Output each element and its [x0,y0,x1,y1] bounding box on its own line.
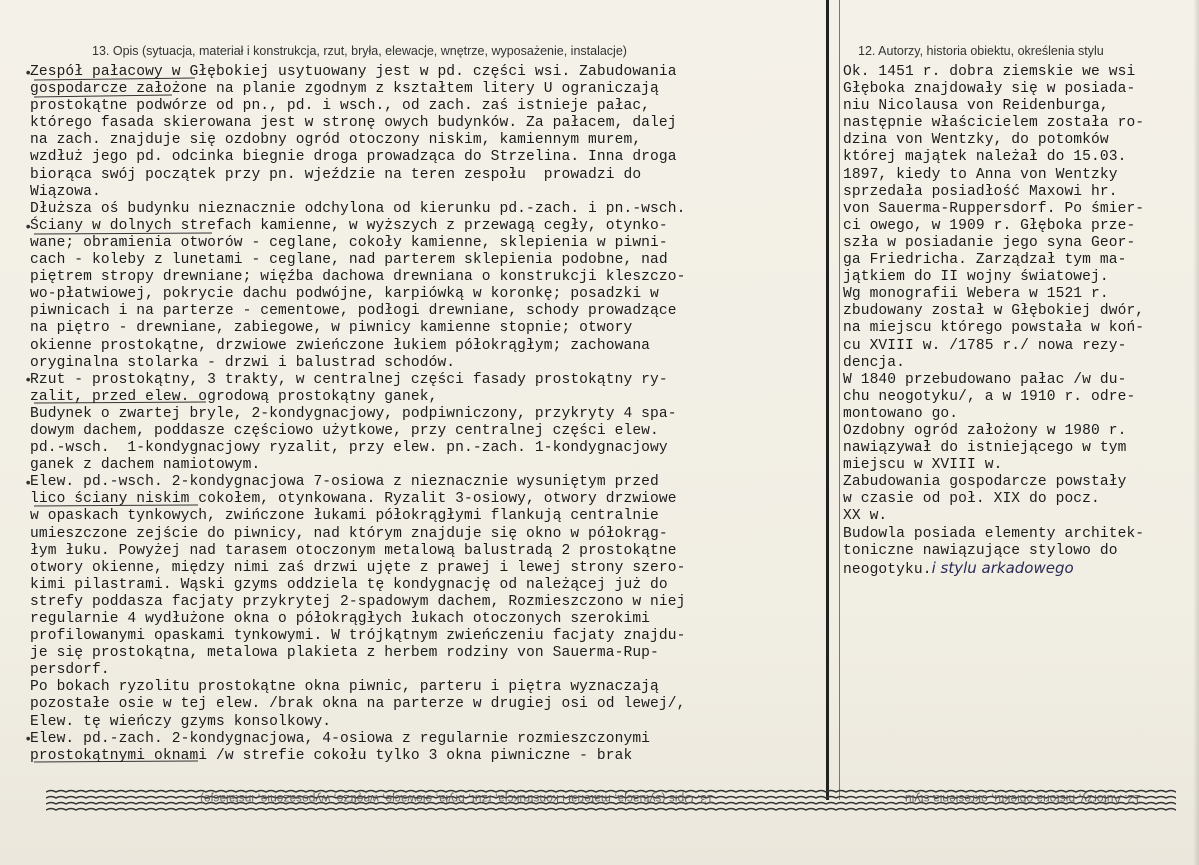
text-line: zalit, przed elew. ogrodową prostokątny ganek, [30,388,438,405]
text-line: którego fasada skierowana jest w stronę owych budynków. Za pałacem, dalej [30,115,677,132]
bullet-mark: • [24,476,33,492]
text-line: na piętro - drewniane, zabiegowe, w piwnicy kamienne stopnie; otwory [30,320,633,337]
card-edge [1193,0,1199,865]
text-line: Budowla posiada elementy architek- [843,525,1145,542]
text-line: piętrem stropy drewniane; więźba dachowa drewniana o konstrukcji kleszczo- [30,269,686,286]
text-line: pd.-wsch. 1-kondygnacjowy ryzalit, przy elew. pn.-zach. 1-kondygnacjowy [30,440,668,457]
text-line: okienne prostokątne, drzwiowe zwieńczone łukiem półokrągłym; zachowana [30,337,651,354]
text-line: Ozdobny ogród założony w 1980 r. [843,422,1127,439]
text-line: persdorf. [30,662,110,679]
mirrored-description-heading: 13. Opis (sytuacja, materiał i konstrukcja, rzut, bryła, elewacje, wnętrze, wyposażenie, instalacje) [200,792,714,806]
text-line: lico ściany niskim cokołem, otynkowana. Ryzalit 3-osiowy, otwory drzwiowe [30,491,677,508]
text-line: XX w. [843,508,888,525]
text-line: Elew. pd.-zach. 2-kondygnacjowa, 4-osiowa z regularnie rozmieszczonymi [30,730,651,747]
description-text [30,64,685,765]
mirrored-history-heading: 12. Autorzy, historia obiektu, określenia stylu [905,792,1141,806]
text-line: Dłuższa oś budynku nieznacznie odchylona od kierunku pd.-zach. i pn.-wsch. [30,200,686,217]
text-line: Ok. 1451 r. dobra ziemskie we wsi [843,64,1136,80]
text-line: jątkiem do II wojny światowej. [843,269,1109,286]
text-line: prostokątnymi oknami /w strefie cokołu tylko 3 okna piwniczne - brak [30,747,633,764]
history-heading: 12. Autorzy, historia obiektu, określenia stylu [858,44,1104,58]
text-line: dowym dachem, poddasze częściowo użytkowe, przy centralnej części elew. [30,422,659,439]
text-line: ga Friedricha. Zarządzał tym ma- [843,252,1127,269]
text-line: je się prostokątna, metalowa plakieta z herbem rodziny von Sauerma-Rup- [30,645,659,662]
text-line: na miejscu którego powstała w koń- [843,320,1145,337]
history-text [843,64,1144,577]
text-line: biorąca swój początek przy pn. wjeździe na teren zespołu prowadzi do [30,166,642,183]
text-line: szła w posiadanie jego syna Geor- [843,234,1136,251]
text-line: Po bokach ryzolitu prostokątne okna piwnic, parteru i piętra wyznaczają [30,679,659,696]
bullet-mark: • [24,66,33,82]
text-line: cach - koleby z lunetami - ceglane, nad parterem sklepienia podobne, nad [30,252,668,269]
text-line: von Sauerma-Ruppersdorf. Po śmier- [843,200,1145,217]
text-line: Wiązowa. [30,183,101,200]
text-line: prostokątne podwórze od pn., pd. i wsch., od zach. zaś istnieje pałac, [30,98,651,115]
text-line: łym łuku. Powyżej nad tarasem otoczonym metalową balustradą 2 prostokątne [30,542,677,559]
description-heading: 13. Opis (sytuacja, materiał i konstrukcja, rzut, bryła, elewacje, wnętrze, wyposażenie, instalacje) [92,44,627,58]
text-line: cu XVIII w. /1785 r./ nowa rezy- [843,337,1127,354]
text-line: dencja. [843,354,906,371]
text-line: wane; obramienia otworów - ceglane, cokoły kamienne, sklepienia w piwni- [30,234,668,251]
text-line: kimi pilastrami. Wąski gzyms oddziela tę kondygnację od należącej już do [30,576,668,593]
text-line: montowano go. [843,405,959,422]
text-line: Wg monografii Webera w 1521 r. [843,286,1109,303]
text-line: neogotyku.i stylu arkadowego [843,558,1074,578]
handwritten-addition: i stylu arkadowego [931,558,1074,577]
bullet-mark: • [24,732,33,748]
text-line: Zabudowania gospodarcze powstały [843,474,1127,491]
text-line: strefy poddasza facjaty przykrytej 2-spadowym dachem, Rozmieszczono w niej [30,593,686,610]
text-line: następnie właścicielem została ro- [843,115,1145,132]
text-line: piwnicach i na parterze - cementowe, podłogi drewniane, schody prowadzące [30,303,677,320]
text-line: miejscu w XVIII w. [843,457,1003,474]
text-line: nawiązywał do istniejącego w tym [843,440,1127,457]
text-line: otwory okienne, między nimi zaś drzwi ujęte z prawej i lewej strony szero- [30,559,686,576]
text-line: umieszczone zejście do piwnicy, nad którym znajduje się okno w półokrąg- [30,525,668,542]
text-line: niu Nicolausa von Reidenburga, [843,98,1109,115]
text-line: wo-płatwiowej, pokrycie dachu podwójne, karpiówką w koronkę; posadzki w [30,286,659,303]
text-line: Elew. pd.-wsch. 2-kondygnacjowa 7-osiowa z nieznacznie wysuniętym przed [30,474,659,491]
text-line: pozostałe osie w tej elew. /brak okna na parterze w drugiej osi od lewej/, [30,696,686,713]
text-line: dzina von Wentzky, do potomków [843,132,1109,149]
text-line: w opaskach tynkowych, zwińczone łukami półokrągłymi flankują centralnie [30,508,659,525]
text-line: Zespół pałacowy w Głębokiej usytuowany jest w pd. części wsi. Zabudowania [30,64,677,80]
text-line: Głęboka znajdowały się w posiada- [843,81,1136,98]
text-line: Budynek o zwartej bryle, 2-kondygnacjowy, podpiwniczony, przykryty 4 spa- [30,405,677,422]
bullet-mark: • [24,220,33,236]
text-line: której majątek należał do 15.03. [843,149,1127,166]
text-line: Elew. tę wieńczy gzyms konsolkowy. [30,713,332,730]
text-line: sprzedała posiadłość Maxowi hr. [843,183,1118,200]
text-line: 1897, kiedy to Anna von Wentzky [843,166,1118,183]
text-line: ganek z dachem namiotowym. [30,457,261,474]
bullet-mark: • [24,373,33,389]
text-line: ci owego, w 1909 r. Głęboka prze- [843,217,1136,234]
text-line: chu neogotyku/, a w 1910 r. odre- [843,388,1136,405]
column-divider-right [839,0,840,800]
text-line: W 1840 przebudowano pałac /w du- [843,371,1127,388]
text-line: Rzut - prostokątny, 3 trakty, w centralnej części fasady prostokątny ry- [30,371,668,388]
text-line: wzdłuż jego pd. odcinka biegnie droga prowadząca do Strzelina. Inna droga [30,149,677,166]
text-line: toniczne nawiązujące stylowo do [843,542,1118,559]
text-line: zbudowany został w Głębokiej dwór, [843,303,1145,320]
text-line: regularnie 4 wydłużone okna o półokrągłych łukach otoczonych szerokimi [30,611,651,627]
text-line: na zach. znajduje się ozdobny ogród otoczony niskim, kamiennym murem, [30,132,642,149]
text-line: gospodarcze założone na planie zgodnym z kształtem litery U ograniczają [30,81,659,98]
text-line: w czasie od poł. XIX do pocz. [843,491,1100,508]
text-line: Ściany w dolnych strefach kamienne, w wyższych z przewagą cegły, otynko- [30,217,668,234]
text-line: oryginalna stolarka - drzwi i balustrad schodów. [30,354,456,371]
text-line: profilowanymi opaskami tynkowymi. W trójkątnym zwieńczeniu facjaty znajdu- [30,628,686,645]
